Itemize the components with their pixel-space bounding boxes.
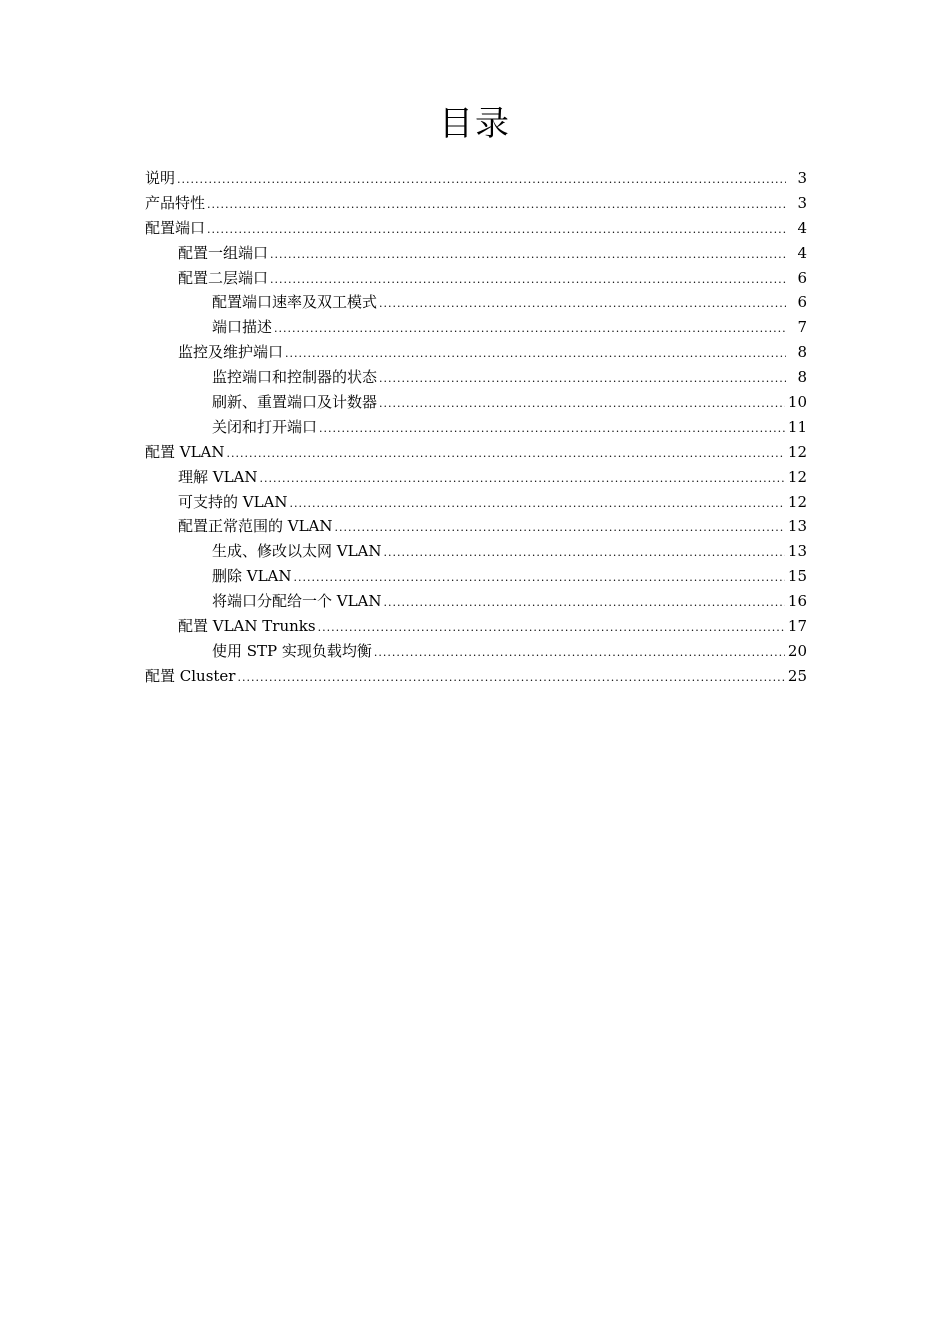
toc-leader-dots (319, 417, 785, 442)
toc-entry-label: 删除 VLAN (212, 567, 292, 586)
toc-entry[interactable] (145, 664, 807, 689)
toc-entry[interactable] (145, 564, 807, 589)
toc-entry-page: 6 (797, 268, 807, 287)
toc-entry-page: 17 (787, 617, 807, 636)
toc-entry-label: 配置端口速率及双工模式 (212, 293, 378, 312)
toc-leader-dots (260, 467, 785, 492)
toc-entry-page: 13 (787, 542, 807, 561)
toc-leader-dots (384, 591, 785, 616)
toc-entry-page: 8 (797, 368, 807, 387)
toc-entry[interactable] (145, 465, 807, 490)
toc-entry[interactable] (145, 614, 807, 639)
toc-leader-dots (237, 666, 784, 691)
toc-entry[interactable] (145, 514, 807, 539)
toc-entry-page: 20 (787, 641, 807, 660)
toc-title: 目录 (439, 104, 511, 144)
toc-entry-label: 监控端口和控制器的状态 (212, 368, 378, 387)
toc-entry-page: 16 (787, 592, 807, 611)
toc-entry[interactable] (145, 539, 807, 564)
toc-entry-label: 说明 (145, 169, 176, 187)
toc-entry[interactable] (145, 241, 807, 266)
toc-leader-dots (294, 566, 785, 591)
toc-leader-dots (318, 616, 785, 641)
toc-leader-dots (290, 492, 785, 517)
toc-entry[interactable] (145, 266, 807, 291)
toc-leader-dots (384, 541, 785, 566)
toc-leader-dots (227, 442, 785, 467)
toc-entry-page: 4 (797, 243, 807, 262)
toc-entry-label: 配置 VLAN Trunks (178, 617, 316, 636)
toc-entry-page: 13 (787, 517, 807, 536)
toc-entry[interactable] (145, 191, 807, 216)
toc-entry-page: 3 (797, 193, 807, 212)
toc-entry-page: 11 (787, 417, 807, 436)
toc-entry[interactable] (145, 315, 807, 340)
toc-leader-dots (379, 292, 786, 317)
toc-entry[interactable] (145, 415, 807, 440)
toc-entry[interactable] (145, 440, 807, 465)
toc-leader-dots (270, 268, 786, 293)
toc-entry-label: 配置二层端口 (178, 268, 269, 287)
toc-entry-label: 将端口分配给一个 VLAN (212, 592, 382, 611)
toc-entry-page: 8 (797, 343, 807, 362)
toc-entry-label: 关闭和打开端口 (212, 417, 318, 436)
toc-entry-label: 可支持的 VLAN (178, 492, 288, 511)
toc-leader-dots (374, 641, 785, 666)
toc-leader-dots (379, 392, 785, 417)
toc-entry[interactable] (145, 166, 807, 191)
toc-entry-label: 配置 Cluster (145, 666, 236, 685)
toc-entry-label: 配置正常范围的 VLAN (178, 517, 333, 536)
toc-entry-page: 10 (787, 393, 807, 412)
toc-entry-label: 生成、修改以太网 VLAN (212, 542, 382, 561)
toc-entry[interactable] (145, 340, 807, 365)
toc-entry-label: 监控及维护端口 (178, 343, 284, 362)
toc-entry[interactable] (145, 589, 807, 614)
toc-entry[interactable] (145, 365, 807, 390)
toc-leader-dots (207, 193, 786, 218)
toc-leader-dots (285, 342, 786, 367)
toc-entry-page: 25 (787, 666, 807, 685)
toc-entry-page: 12 (787, 492, 807, 511)
toc-leader-dots (270, 243, 786, 268)
toc-entry-label: 配置 VLAN (145, 442, 225, 461)
toc-leader-dots (379, 367, 786, 392)
toc-leader-dots (335, 516, 785, 541)
toc-entry[interactable] (145, 390, 807, 415)
toc-entry-label: 端口描述 (212, 318, 273, 337)
toc-entry-page: 12 (787, 442, 807, 461)
toc-entry-label: 配置一组端口 (178, 243, 269, 262)
toc-entry-label: 理解 VLAN (178, 467, 258, 486)
toc-entry-page: 12 (787, 467, 807, 486)
toc-entry[interactable] (145, 290, 807, 315)
toc-entry-page: 15 (787, 567, 807, 586)
toc-entry-label: 产品特性 (145, 193, 206, 212)
toc-entry[interactable] (145, 490, 807, 515)
toc-leader-dots (274, 317, 786, 342)
toc-entry-label: 刷新、重置端口及计数器 (212, 393, 378, 412)
toc-entry-page: 6 (797, 293, 807, 312)
toc-entry-label: 配置端口 (145, 218, 206, 237)
toc-leader-dots (207, 218, 786, 243)
toc-entry-page: 4 (797, 218, 807, 237)
toc-entry[interactable] (145, 216, 807, 241)
toc-leader-dots (177, 168, 786, 193)
toc-entry-label: 使用 STP 实现负载均衡 (212, 641, 372, 660)
toc-entry-page: 7 (797, 318, 807, 337)
table-of-contents (145, 166, 807, 689)
toc-entry[interactable] (145, 639, 807, 664)
toc-entry-page: 3 (797, 169, 807, 187)
